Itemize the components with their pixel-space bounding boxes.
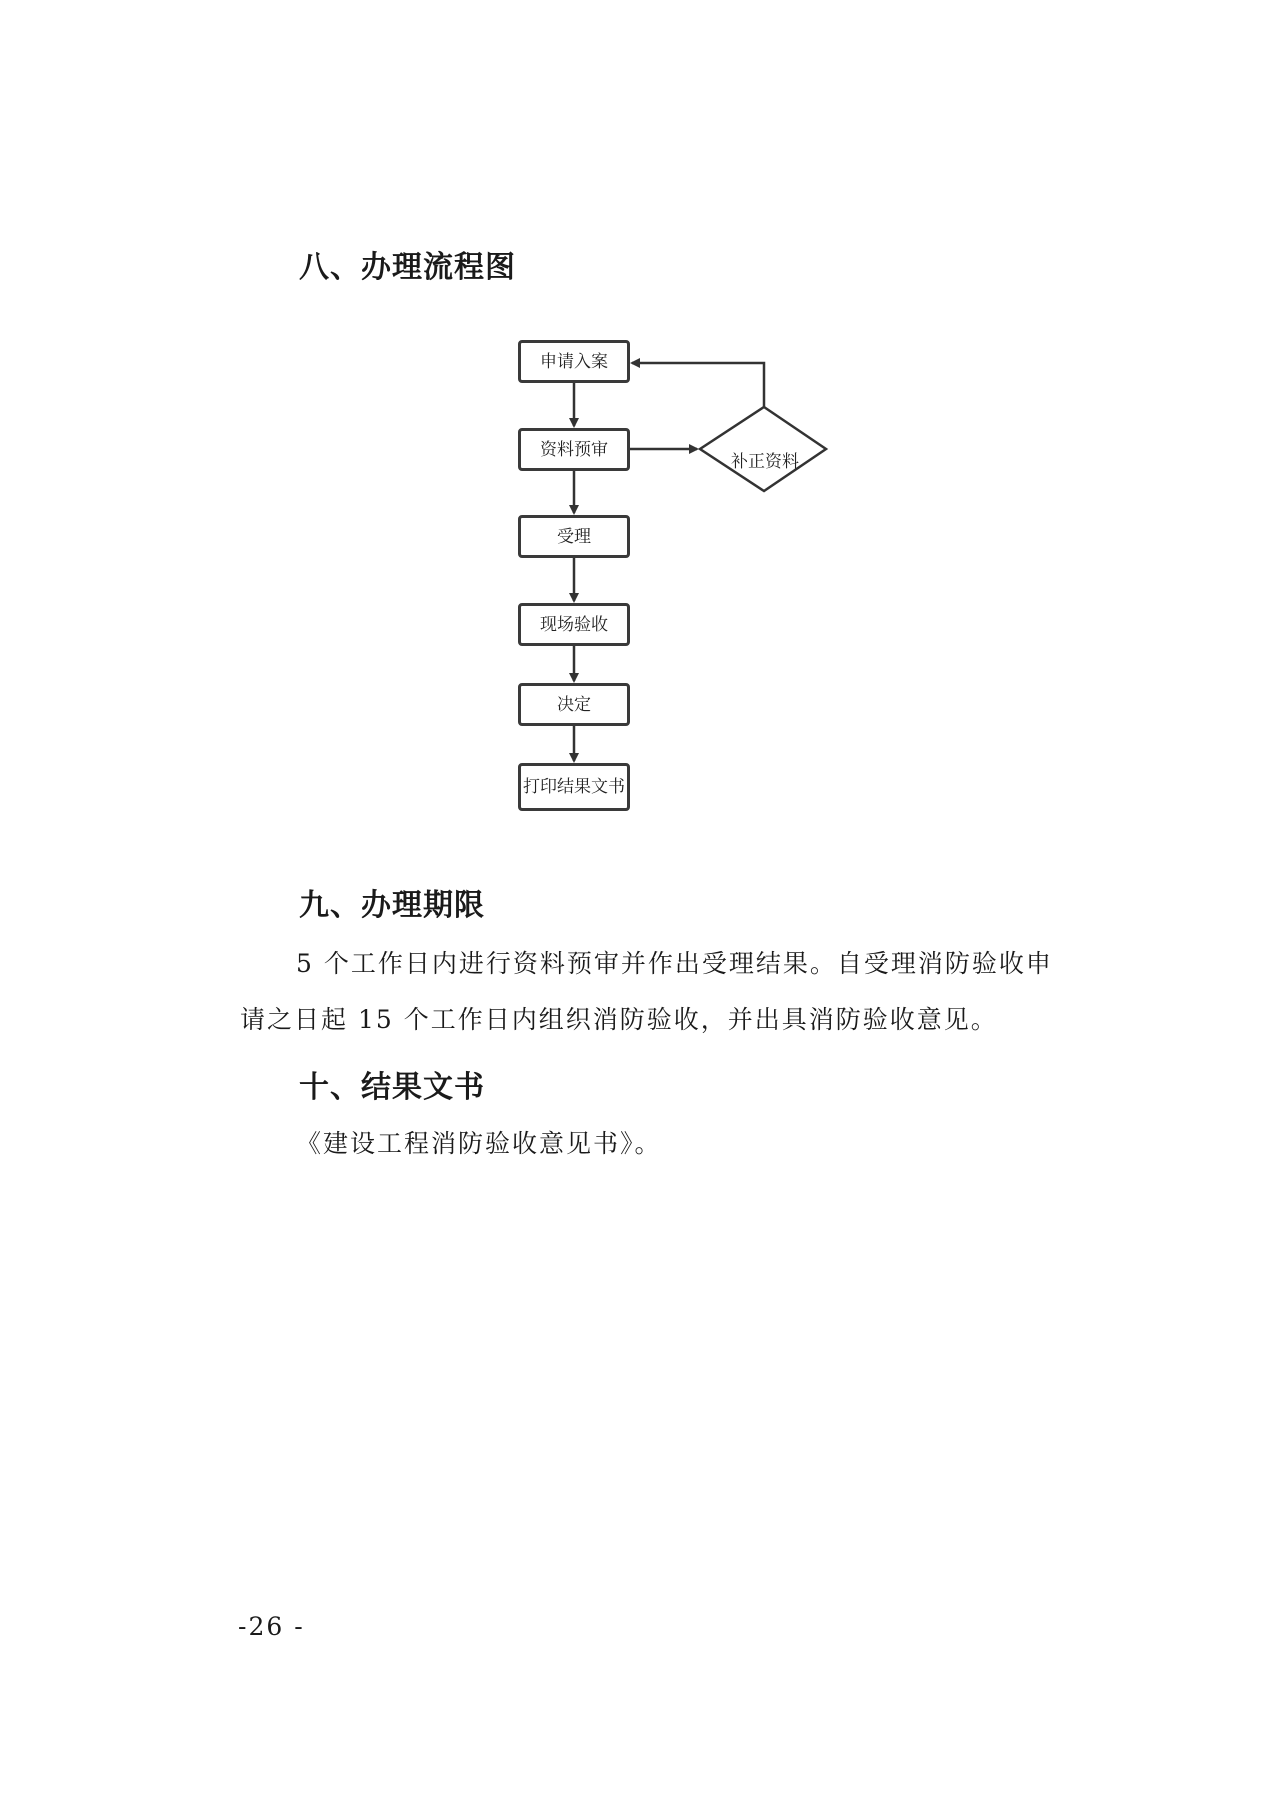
flow-decision-supplement-label: 补正资料 <box>731 452 799 472</box>
time-limit-line-1: 5 个工作日内进行资料预审并作出受理结果。自受理消防验收申 <box>296 949 1053 978</box>
flow-node-print-result-line1: 打印结果 <box>523 777 591 797</box>
section-heading-result-document: 十、结果文书 <box>299 1070 485 1105</box>
flow-node-print-result <box>518 763 630 811</box>
time-limit-line-2: 请之日起 15 个工作日内组织消防验收，并出具消防验收意见。 <box>240 1005 998 1034</box>
flow-node-onsite-inspection: 现场验收 <box>518 603 630 646</box>
flow-node-apply: 申请入案 <box>518 340 630 383</box>
section-heading-time-limit: 九、办理期限 <box>299 888 485 923</box>
flow-node-decision: 决定 <box>518 683 630 726</box>
page-number: -26 - <box>238 1612 305 1641</box>
result-document-paragraph: 《建设工程消防验收意见书》。 <box>296 1129 662 1158</box>
flow-node-prereview: 资料预审 <box>518 428 630 471</box>
process-flowchart <box>500 335 850 835</box>
flowchart-connectors <box>500 335 850 835</box>
section-heading-flowchart: 八、办理流程图 <box>299 250 516 285</box>
arrow-decision-to-node0 <box>632 363 764 407</box>
flow-node-print-result-line2: 文书 <box>591 777 625 797</box>
flow-node-accept: 受理 <box>518 515 630 558</box>
time-limit-paragraph <box>240 936 1060 1048</box>
